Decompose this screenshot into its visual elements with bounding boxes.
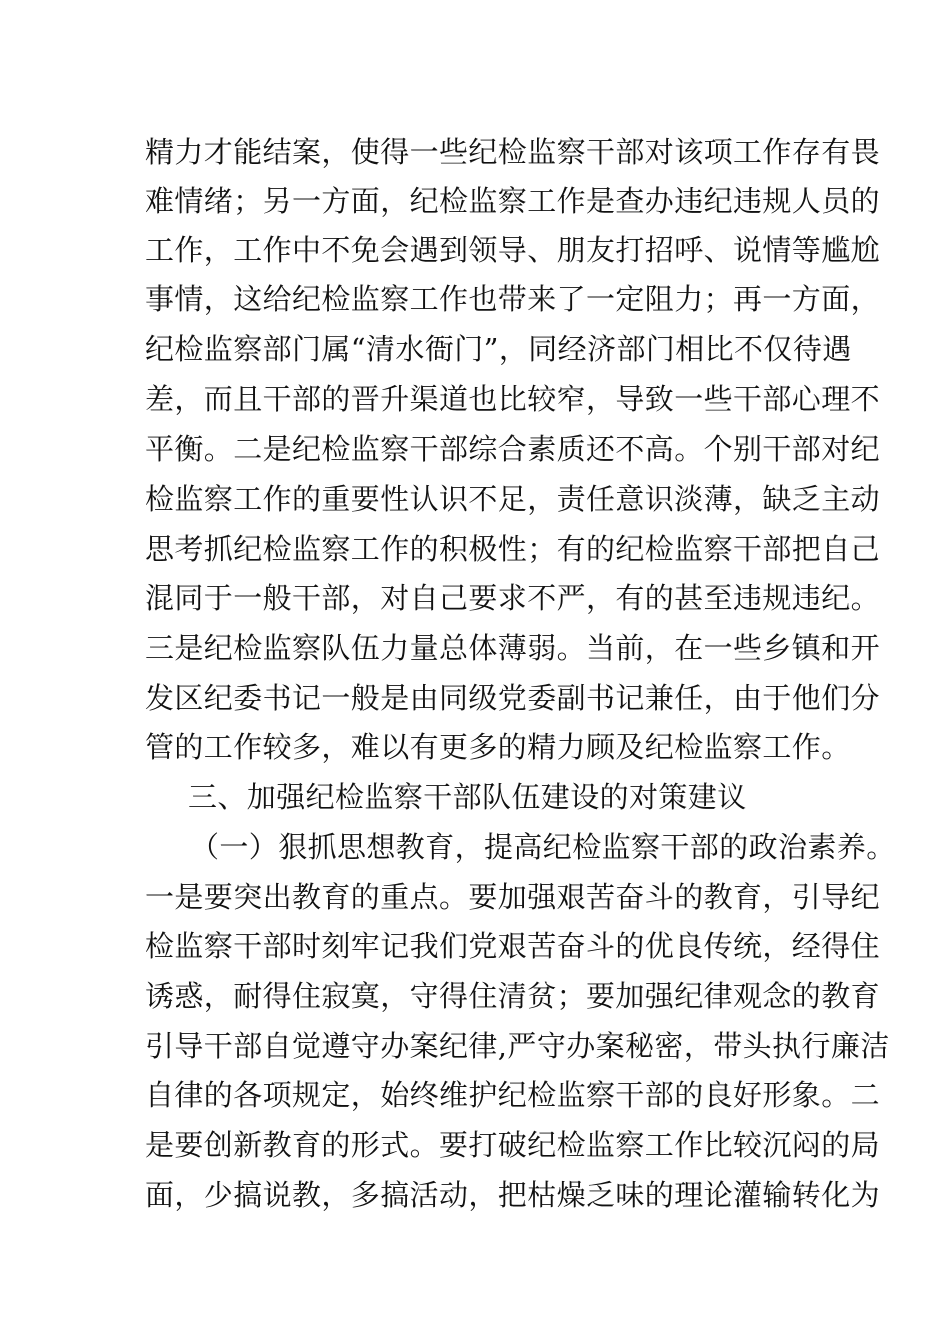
- text-line: 三是纪检监察队伍力量总体薄弱。当前，在一些乡镇和开: [145, 631, 881, 665]
- text-line: 工作，工作中不免会遇到领导、朋友打招呼、说情等尴尬: [145, 233, 881, 267]
- text-line: 检监察干部时刻牢记我们党艰苦奋斗的优良传统，经得住: [145, 929, 881, 963]
- text-line: 事情，这给纪检监察工作也带来了一定阻力；再一方面，: [145, 282, 881, 316]
- text-line: 一是要突出教育的重点。要加强艰苦奋斗的教育，引导纪: [145, 880, 881, 914]
- text-line: 纪检监察部门属“清水衙门”，同经济部门相比不仅待遇: [145, 332, 852, 366]
- text-line: 自律的各项规定，始终维护纪检监察干部的良好形象。二: [145, 1078, 881, 1112]
- subsection-heading: （一）狠抓思想教育，提高纪检监察干部的政治素养。: [190, 830, 896, 864]
- text-line: 检监察工作的重要性认识不足，责任意识淡薄，缺乏主动: [145, 482, 881, 516]
- text-line: 发区纪委书记一般是由同级党委副书记兼任，由于他们分: [145, 681, 881, 715]
- text-line: 诱惑，耐得住寂寞，守得住清贫；要加强纪律观念的教育: [145, 979, 881, 1013]
- text-line: 是要创新教育的形式。要打破纪检监察工作比较沉闷的局: [145, 1128, 881, 1162]
- text-line: 精力才能结案，使得一些纪检监察干部对该项工作存有畏: [145, 135, 881, 169]
- text-line: 思考抓纪检监察工作的积极性；有的纪检监察干部把自己: [145, 532, 881, 566]
- text-line: 平衡。二是纪检监察干部综合素质还不高。个别干部对纪: [145, 432, 881, 466]
- text-line: 管的工作较多，难以有更多的精力顾及纪检监察工作。: [145, 730, 851, 764]
- text-line: 差，而且干部的晋升渠道也比较窄，导致一些干部心理不: [145, 382, 881, 416]
- text-line: 引导干部自觉遵守办案纪律,严守办案秘密，带头执行廉洁: [145, 1029, 890, 1063]
- section-heading: 三、加强纪检监察干部队伍建设的对策建议: [188, 780, 747, 814]
- text-line: 难情绪；另一方面，纪检监察工作是查办违纪违规人员的: [145, 184, 881, 218]
- text-line: 面，少搞说教，多搞活动，把枯燥乏味的理论灌输转化为: [145, 1178, 881, 1212]
- text-line: 混同于一般干部，对自己要求不严，有的甚至违规违纪。: [145, 581, 881, 615]
